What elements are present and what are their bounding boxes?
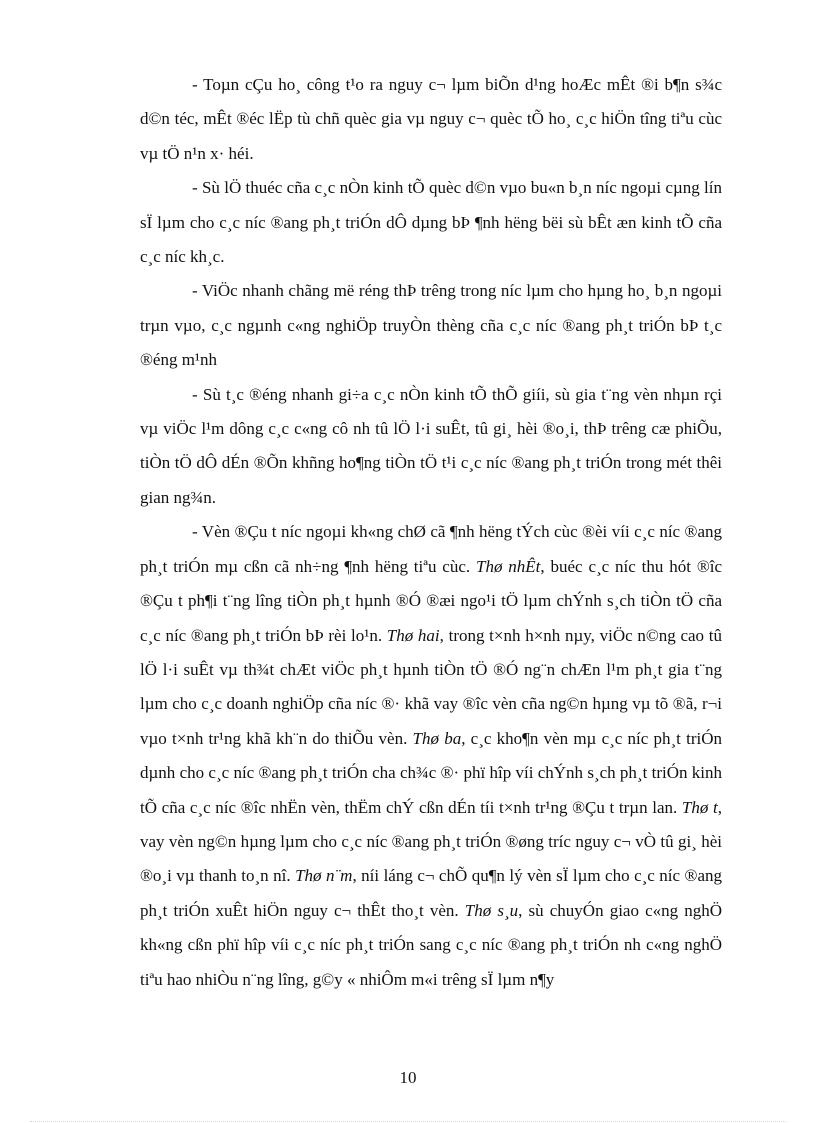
paragraph-segment: , vay vèn ng©n hµng lµm cho c¸c níc ®ang ph¸t triÓn ®øng tríc nguy c¬ vÒ tû gi¸ hèi ®o¸i vµ thanh to¸n nî. [140,797,722,886]
paragraph [140,171,722,274]
paragraph-text: - ViÖc nhanh chãng më réng thÞ trêng trong níc lµm cho hµng ho¸ b¸n ngoµi trµn vµo, c¸c ngµnh c«ng nghiÖp truyÒn thèng cña c¸c níc ®ang ph¸t triÓn bÞ t¸c ®éng m¹nh [140,281,722,370]
paragraph [140,274,722,377]
paragraph-segment: , sù chuyÓn giao c«ng nghÖ kh«ng cßn phï hîp víi c¸c níc ph¸t triÓn sang c¸c níc ®ang ph¸t triÓn nh c«ng nghÖ tiªu hao nhiÒu n¨ng lîng, g©y « nhiÔm m«i trêng sÏ lµm n¶y [140,900,723,989]
paragraph-segment-italic: Thø s¸u [464,900,519,920]
paragraph [140,68,722,171]
paragraph [140,515,722,997]
paragraph-segment-italic: Thø n¨m [295,866,353,886]
paragraph-segment-italic: Thø hai [386,625,440,645]
paragraph-segment: , trong t×nh h×nh nµy, viÖc n©ng cao tû lÖ l·i suÊt vµ th¾t chÆt viÖc ph¸t hµnh tiÒn tÖ ®Ó ng¨n chÆn l¹m ph¸t gia t¨ng lµm cho c¸c doanh nghiÖp cña níc ®· khã vay ®îc vèn cña ng©n hµng vµ tõ ®ã, r¬i vµo t×nh tr¹ng khã kh¨n do thiÕu vèn. [140,625,722,748]
paragraph-segment: , buéc c¸c níc thu hót ®îc ®Çu t ph¶i t¨ng lîng tiÒn ph¸t hµnh ®Ó ®æi ngo¹i tÖ lµm chÝnh s¸ch tiÒn tÖ cña c¸c níc ®ang ph¸t triÓn bÞ rèi lo¹n. [140,556,722,645]
paragraph-segment-italic: Thø nhÊt [475,556,541,576]
body-text [140,68,722,997]
paragraph-segment: - Vèn ®Çu t níc ngoµi kh«ng chØ cã ¶nh hëng tÝch cùc ®èi víi c¸c níc ®ang ph¸t triÓn mµ cßn cã nh÷ng ¶nh hëng tiªu cùc. [140,522,722,576]
paragraph-text: - Sù lÖ thuéc cña c¸c nÒn kinh tÕ quèc d©n vµo bu«n b¸n níc ngoµi cµng lín sÏ lµm cho c¸c níc ®ang ph¸t triÓn dÔ dµng bÞ ¶nh hëng bëi sù bÊt æn kinh tÕ cña c¸c níc kh¸c. [140,178,722,267]
paragraph-segment: , níi láng c¬ chÕ qu¶n lý vèn sÏ lµm cho c¸c níc ®ang ph¸t triÓn xuÊt hiÖn nguy c¬ thÊt tho¸t vèn. [140,866,722,920]
page-number: 10 [399,1068,417,1087]
paragraph-text: - Sù t¸c ®éng nhanh gi÷a c¸c nÒn kinh tÕ thÕ giíi, sù gia t¨ng vèn nhµn rçi vµ viÖc l¹m dông c¸c c«ng cô nh tû lÖ l·i suÊt, tû gi¸ hèi ®o¸i, thÞ trêng cæ phiÕu, tiÒn tÖ dÔ dÉn ®Õn khñng ho¶ng tiÒn tÖ t¹i c¸c níc ®ang ph¸t triÓn trong mét thêi gian ng¾n. [140,384,722,507]
paragraph-segment-italic: Thø t [681,797,718,817]
paragraph-text: - Toµn cÇu ho¸ công t¹o ra nguy c¬ lµm biÕn d¹ng hoÆc mÊt ®i b¶n s¾c d©n téc, mÊt ®éc lËp tù chñ quèc gia vµ nguy c¬ quèc tÕ ho¸ c¸c hiÖn tîng tiªu cùc vµ tÖ n¹n x· héi. [140,75,722,163]
paragraph [140,378,722,516]
paragraph-segment: , c¸c kho¶n vèn mµ c¸c níc ph¸t triÓn dµnh cho c¸c níc ®ang ph¸t triÓn cha ch¾c ®· phï hîp víi chÝnh s¸ch ph¸t triÓn kinh tÕ cña c¸c níc ®îc nhËn vèn, thËm chÝ cßn dÉn tíi t×nh tr¹ng ®Çu t trµn lan. [140,728,722,817]
paragraph-segment-italic: Thø ba [412,728,462,748]
page-bottom-divider [30,1121,786,1122]
